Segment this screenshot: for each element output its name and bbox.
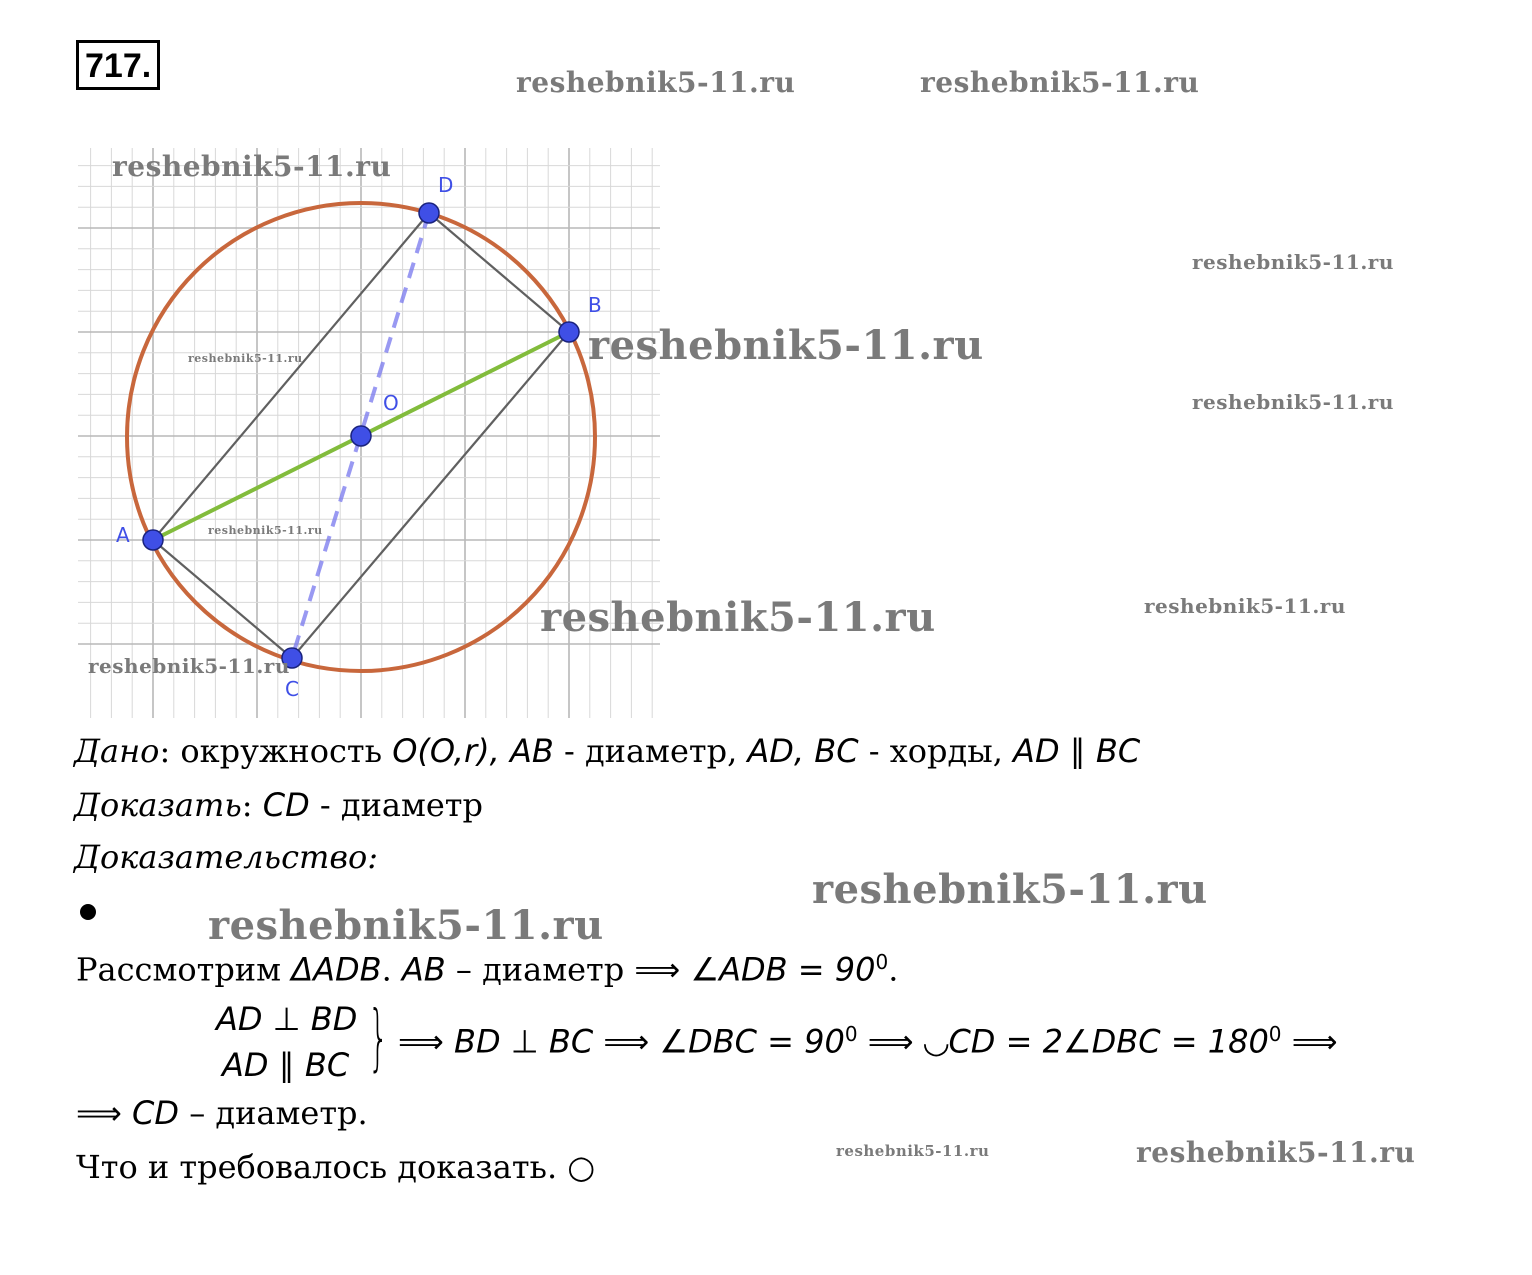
conclusion [76, 1094, 368, 1132]
watermark: reshebnik5-11.ru [208, 524, 323, 537]
conclusion-text: – диаметр. [179, 1094, 368, 1132]
label-b: B [588, 293, 602, 317]
label-d: D [438, 173, 454, 197]
step1-sup: 0 [875, 950, 889, 974]
system-result [398, 1022, 1338, 1061]
point-a [143, 530, 163, 550]
watermark: reshebnik5-11.ru [540, 594, 936, 641]
system-sup-1: 0 [844, 1022, 858, 1046]
step1-text-2: . [381, 950, 402, 989]
system-line-1: AD ⊥ BD [216, 1000, 358, 1038]
given-text-1: окружность [170, 732, 393, 770]
label-o: O [383, 391, 399, 415]
watermark: reshebnik5-11.ru [1144, 594, 1346, 618]
geometry-figure [75, 140, 675, 730]
watermark: reshebnik5-11.ru [920, 66, 1200, 99]
step1-text-4: . [888, 950, 899, 989]
given-label: Дано [74, 732, 160, 770]
system-brace: } [368, 995, 389, 1079]
system-result-3: ⟹ [1281, 1022, 1338, 1061]
watermark: reshebnik5-11.ru [88, 654, 290, 678]
step1-text-1: Рассмотрим [76, 950, 292, 989]
watermark: reshebnik5-11.ru [588, 322, 984, 369]
watermark: reshebnik5-11.ru [812, 866, 1208, 913]
qed-line: Что и требовалось доказать. ○ [76, 1148, 596, 1186]
label-c: C [285, 677, 299, 701]
watermark: reshebnik5-11.ru [208, 902, 604, 949]
given-line [74, 732, 1140, 770]
point-b [559, 322, 579, 342]
proof-label: Доказательство: [74, 838, 379, 876]
system-result-1: ⟹ BD ⊥ BC ⟹ ∠DBC = 90 [398, 1022, 845, 1061]
prove-math: CD [262, 786, 310, 824]
watermark: reshebnik5-11.ru [516, 66, 796, 99]
step1-math-3: ⟹ ∠ADB = 90 [634, 950, 876, 989]
conclusion-math: ⟹ CD [76, 1094, 180, 1132]
watermark: reshebnik5-11.ru [1136, 1136, 1416, 1169]
watermark: reshebnik5-11.ru [836, 1142, 990, 1160]
system-sup-2: 0 [1268, 1022, 1282, 1046]
system-result-2: ⟹ ◡CD = 2∠DBC = 180 [857, 1022, 1269, 1061]
given-colon: : [159, 732, 171, 770]
step1-math-2: AB [401, 950, 446, 989]
watermark: reshebnik5-11.ru [1192, 250, 1394, 274]
problem-number: 717. [76, 40, 160, 90]
watermark: reshebnik5-11.ru [188, 352, 303, 365]
watermark: reshebnik5-11.ru [112, 150, 392, 183]
system-line-2: AD ∥ BC [222, 1046, 350, 1084]
given-math-2: AD, BC [747, 732, 859, 770]
prove-text: - диаметр [309, 786, 483, 824]
watermark: reshebnik5-11.ru [1192, 390, 1394, 414]
prove-label: Доказать [74, 786, 242, 824]
given-math-1: O(O,r), AB [392, 732, 554, 770]
point-d [419, 203, 439, 223]
bullet [80, 904, 96, 920]
step1-math-1: ΔADB [291, 950, 382, 989]
prove-colon: : [241, 786, 253, 824]
given-math-3: AD ∥ BC [1013, 732, 1141, 770]
given-text-3: - хорды, [858, 732, 1014, 770]
step-1 [76, 950, 898, 989]
label-a: A [116, 523, 130, 547]
prove-line [74, 786, 483, 824]
given-text-2: - диаметр, [553, 732, 748, 770]
point-o [351, 426, 371, 446]
step1-text-3: – диаметр [445, 950, 635, 989]
